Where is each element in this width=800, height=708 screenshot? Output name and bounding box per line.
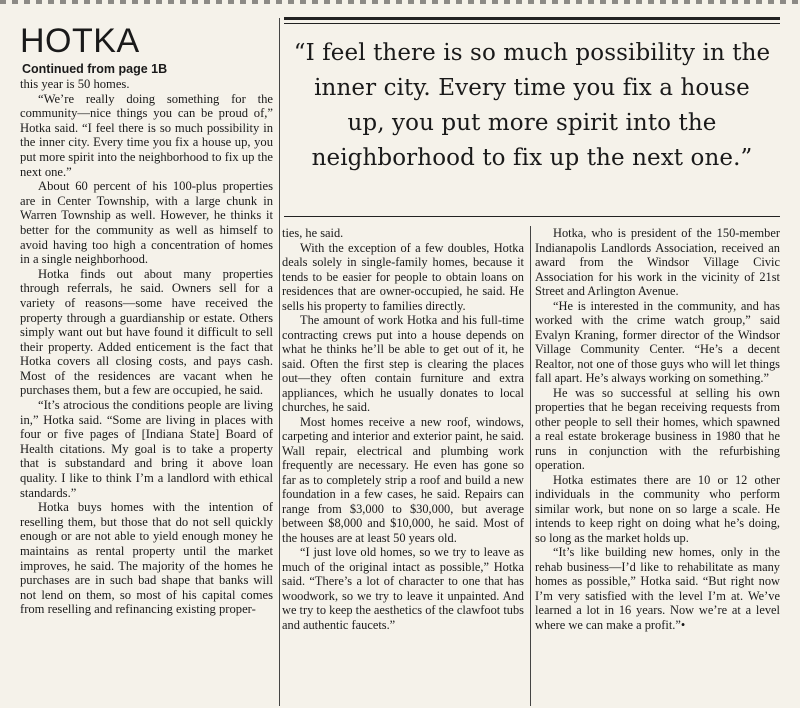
paragraph: “He is interested in the community, and has worked with the crime watch group,” said Evalyn Kraning, former director of the Windsor Village Community Center. “He’s a decent Realtor, not one of those guys who will let things fall apart. He’s always working on something.” bbox=[535, 298, 780, 385]
paragraph: The amount of work Hotka and his full-time contracting crews put into a house depends on what he thinks he’ll be able to get out of it, he said. Often the first step is clearing the places out—they often contain furniture and extra appliances, which he usually donates to local churches, he said. bbox=[282, 313, 524, 414]
paragraph: Hotka, who is president of the 150-member Indianapolis Landlords Association, received an award from the Windsor Village Civic Association for his work in the vicinity of 21st Street and Arlington Avenue. bbox=[535, 226, 780, 298]
pull-quote-box bbox=[284, 17, 780, 217]
paragraph: About 60 percent of his 100-plus properties are in Center Township, with a large chunk in Warren Township as well. However, he thinks it better for the community as well as himself to avoid having too high a concentration of homes in a single neighborhood. bbox=[20, 179, 273, 267]
column-divider bbox=[279, 18, 280, 706]
paragraph: Most homes receive a new roof, windows, carpeting and interior and exterior paint, he said. Wall repair, electrical and plumbing work frequently are necessary. He even has gone so far as to completely strip a roof and build a new foundation in a few cases, he said. Repairs can range from $3,000 to $30,000, but average between $8,000 and $10,000, he said. Most of the houses are at least 50 years old. bbox=[282, 414, 524, 545]
paragraph: this year is 50 homes. bbox=[20, 77, 130, 91]
paragraph: He was so successful at selling his own properties that he began receiving requests from other people to sell their homes, which spawned a real estate brokerage business in 1980 that he runs in conjunction with the refurbishing operation. bbox=[535, 385, 780, 472]
paragraph: Hotka buys homes with the intention of reselling them, but those that do not sell quickly enough or are not able to yield enough money he maintains as rental property until the market improves, he said. The majority of the homes he purchases are in such bad shape that banks will not lend on them, so most of his capital comes from reselling and refinancing existing proper- bbox=[20, 500, 273, 617]
paragraph: ties, he said. bbox=[282, 226, 344, 240]
column-3 bbox=[535, 226, 780, 704]
paragraph: Hotka estimates there are 10 or 12 other individuals in the community who perform similar work, but none on so large a scale. He intends to keep right on doing what he’s doing, so long as the market holds up. bbox=[535, 472, 780, 545]
paragraph: “It’s atrocious the conditions people are living in,” Hotka said. “Some are living in places with four or five pages of [Indiana State] Board of Health citations. My goal is to take a property that is substandard and bring it above loan quality. I like to think I’m a landlord with ethical standards.” bbox=[20, 398, 273, 500]
paragraph: “It’s like building new homes, only in the rehab business—I’d like to rehabilitate as many homes as possible,” Hotka said. “But right now I’m very satisfied with the level I’m at. We’ve learned a lot in 16 years. Now we’re at a level where we can make a profit.”• bbox=[535, 545, 780, 632]
paragraph: “I just love old homes, so we try to leave as much of the original intact as possible,” Hotka said. “There’s a lot of character to one that has woodwork, so we try to leave it unpainted. And we try to keep the aesthetics of the clawfoot tubs and authentic faucets.” bbox=[282, 545, 524, 632]
jump-line: Continued from page 1B bbox=[22, 62, 168, 76]
paragraph: With the exception of a few doubles, Hotka deals solely in single-family homes, because it tends to be easier for people to obtain loans on residences that are owner-occupied, he said. He sells his property to families directly. bbox=[282, 240, 524, 313]
article-kicker: HOTKA bbox=[20, 22, 140, 60]
pull-quote: “I feel there is so much possibility in the inner city. Every time you fix a house up, you put more spirit into the neighborhood to fix up the next one.” bbox=[293, 40, 771, 171]
column-1 bbox=[20, 20, 273, 704]
paragraph: “We’re really doing something for the community—nice things you can be proud of,” Hotka said. “I feel there is so much possibility in the inner city. Every time you fix a house up, you put more spirit into the neighborhood to fix up the next one.” bbox=[20, 91, 273, 179]
column-divider bbox=[530, 226, 531, 706]
paragraph: Hotka finds out about many properties through referrals, he said. Owners sell for a variety of reasons—some have received the property through a guardianship or estate. Others simply want out but have found it difficult to sell their property. Added enticement is the fact that Hotka covers all closing costs, and pays cash. Most of the residences are vacant when he purchases them, but a few are occupied, he said. bbox=[20, 266, 273, 398]
column-2 bbox=[282, 226, 524, 704]
top-rule bbox=[0, 0, 800, 4]
